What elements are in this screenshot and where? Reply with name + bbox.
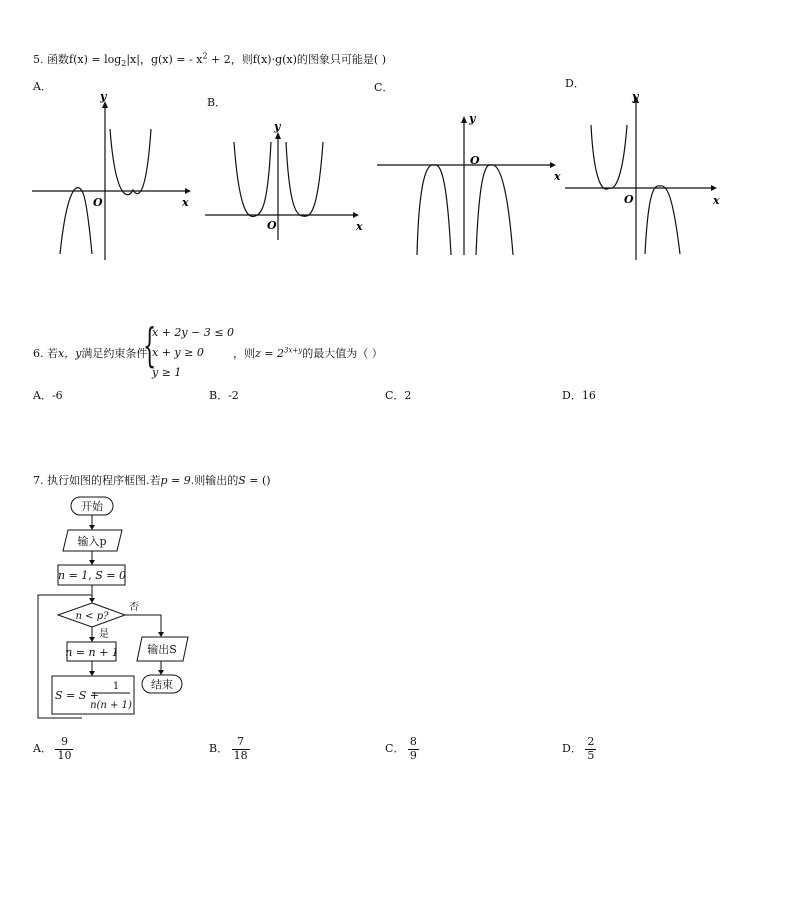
q7-tail: () — [262, 474, 271, 487]
flow-no-branch — [125, 615, 161, 635]
q5-label-a: A． — [33, 80, 52, 93]
graph-d — [563, 88, 733, 263]
q7-mid: .则输出的 — [190, 474, 239, 487]
flow-input-text: 输入p — [77, 535, 107, 548]
flow-end-text: 结束 — [151, 678, 173, 691]
graph-c — [375, 108, 570, 258]
q7-option-d-fraction: $\frac{2}{5}$ — [587, 735, 595, 762]
graph-a-origin: O — [93, 196, 103, 209]
graph-b-x-label: x — [356, 220, 363, 233]
q5-g-exp: 2 — [202, 51, 208, 61]
q6-tail: 的最大值为（ ） — [302, 347, 383, 360]
graph-b-x-arrow — [353, 212, 359, 218]
q6-then: ，则 — [233, 347, 255, 360]
q6-option-a: A．-6 — [33, 389, 63, 402]
q7-s: S = — [238, 474, 262, 487]
q7-option-a — [33, 736, 73, 762]
graph-b-right-curve — [286, 142, 323, 216]
graph-c-origin: O — [470, 154, 480, 167]
flow-no-label: 否 — [129, 602, 139, 613]
q7-option-a-label: A． — [33, 742, 52, 756]
q5-abs-x: |x| — [126, 53, 140, 66]
graph-b — [203, 116, 373, 246]
flow-start-text: 开始 — [81, 500, 103, 513]
flowchart — [30, 492, 205, 732]
graph-d-x-arrow — [711, 185, 717, 191]
q6-constraint-1: x + 2y − 3 ≤ 0 — [152, 326, 235, 339]
q6-option-b: B．-2 — [209, 389, 239, 402]
q6-constraint-3: y ≥ 1 — [152, 366, 182, 379]
q7-option-b-label: B． — [209, 742, 229, 756]
graph-c-y-label: y — [469, 112, 476, 125]
graph-b-left-curve — [234, 142, 271, 217]
q5-tail: + 2，则f(x)·g(x)的图象只可能是( ) — [207, 53, 387, 66]
q6-option-c: C．2 — [385, 389, 412, 402]
flow-init-text: n = 1, S = 0 — [57, 569, 127, 582]
q5-label-c: C． — [374, 81, 394, 94]
q5-g-def: ，g(x) = ‑ x — [139, 53, 203, 66]
q6-constraint-2: x + y ≥ 0 — [152, 346, 204, 359]
graph-b-origin: O — [267, 219, 277, 232]
q7-option-d-label: D． — [562, 742, 582, 756]
graph-d-y-label: y — [632, 90, 639, 103]
graph-d-origin: O — [624, 193, 634, 206]
q7-option-d — [562, 736, 596, 762]
graph-c-left-curve — [417, 165, 451, 255]
graph-d-x-label: x — [713, 194, 720, 207]
flow-yes-label: 是 — [99, 629, 109, 640]
question-7-stem — [33, 472, 271, 488]
q6-option-d: D．16 — [562, 389, 596, 402]
graph-b-y-arrow — [275, 132, 281, 139]
graph-d-right-curve — [645, 186, 680, 254]
graph-c-y-arrow — [461, 116, 467, 123]
q7-option-c-fraction: $\frac{8}{9}$ — [409, 735, 417, 762]
q6-z-exp: 3x+y — [284, 346, 303, 355]
graph-a-x-arrow — [185, 188, 191, 194]
question-6-stem-left — [33, 345, 147, 361]
q6-prefix: 6. 若 — [33, 347, 58, 360]
q5-prefix: 5. 函数 — [33, 53, 69, 66]
graph-a-left-curve — [60, 188, 92, 254]
flow-sum-den: n(n + 1) — [90, 700, 132, 711]
q6-brace: { — [143, 318, 157, 372]
q7-option-b-fraction: $\frac{7}{18}$ — [233, 735, 248, 762]
q5-label-b: B． — [207, 96, 227, 109]
flow-sum-left: S = S + — [55, 689, 99, 702]
flow-increment-text: n = n + 1 — [65, 646, 119, 659]
graph-a-right-curve — [110, 129, 151, 195]
q7-prefix: 7. 执行如图的程序框图.若 — [33, 474, 161, 487]
q6-vars: x，y — [58, 347, 82, 360]
graph-a-y-label: y — [100, 92, 107, 103]
graph-b-y-label: y — [274, 120, 281, 133]
q5-log-base: 2 — [121, 59, 127, 69]
flow-output-text: 输出S — [147, 643, 177, 656]
flow-sum-num: 1 — [112, 681, 120, 692]
graph-c-x-arrow — [550, 162, 556, 168]
q7-option-c — [385, 736, 419, 762]
q7-option-b — [209, 736, 250, 762]
graph-d-left-curve — [591, 125, 627, 189]
q7-p: p = 9 — [160, 474, 191, 487]
q7-option-c-label: C． — [385, 742, 405, 756]
q6-z: z = 2 — [255, 347, 285, 360]
q6-mid: 满足约束条件 — [81, 347, 148, 360]
q5-f-def: f(x) = log — [69, 53, 122, 66]
graph-a-x-label: x — [182, 196, 189, 209]
q7-option-a-fraction: $\frac{9}{10}$ — [57, 735, 72, 762]
flow-condition-text: n < p? — [75, 611, 109, 622]
graph-a — [30, 92, 195, 262]
q5-label-d: D． — [565, 77, 585, 90]
graph-c-x-label: x — [554, 170, 561, 183]
question-5-stem — [33, 51, 386, 68]
question-6-stem-right — [233, 345, 383, 361]
graph-c-right-curve — [476, 165, 513, 255]
